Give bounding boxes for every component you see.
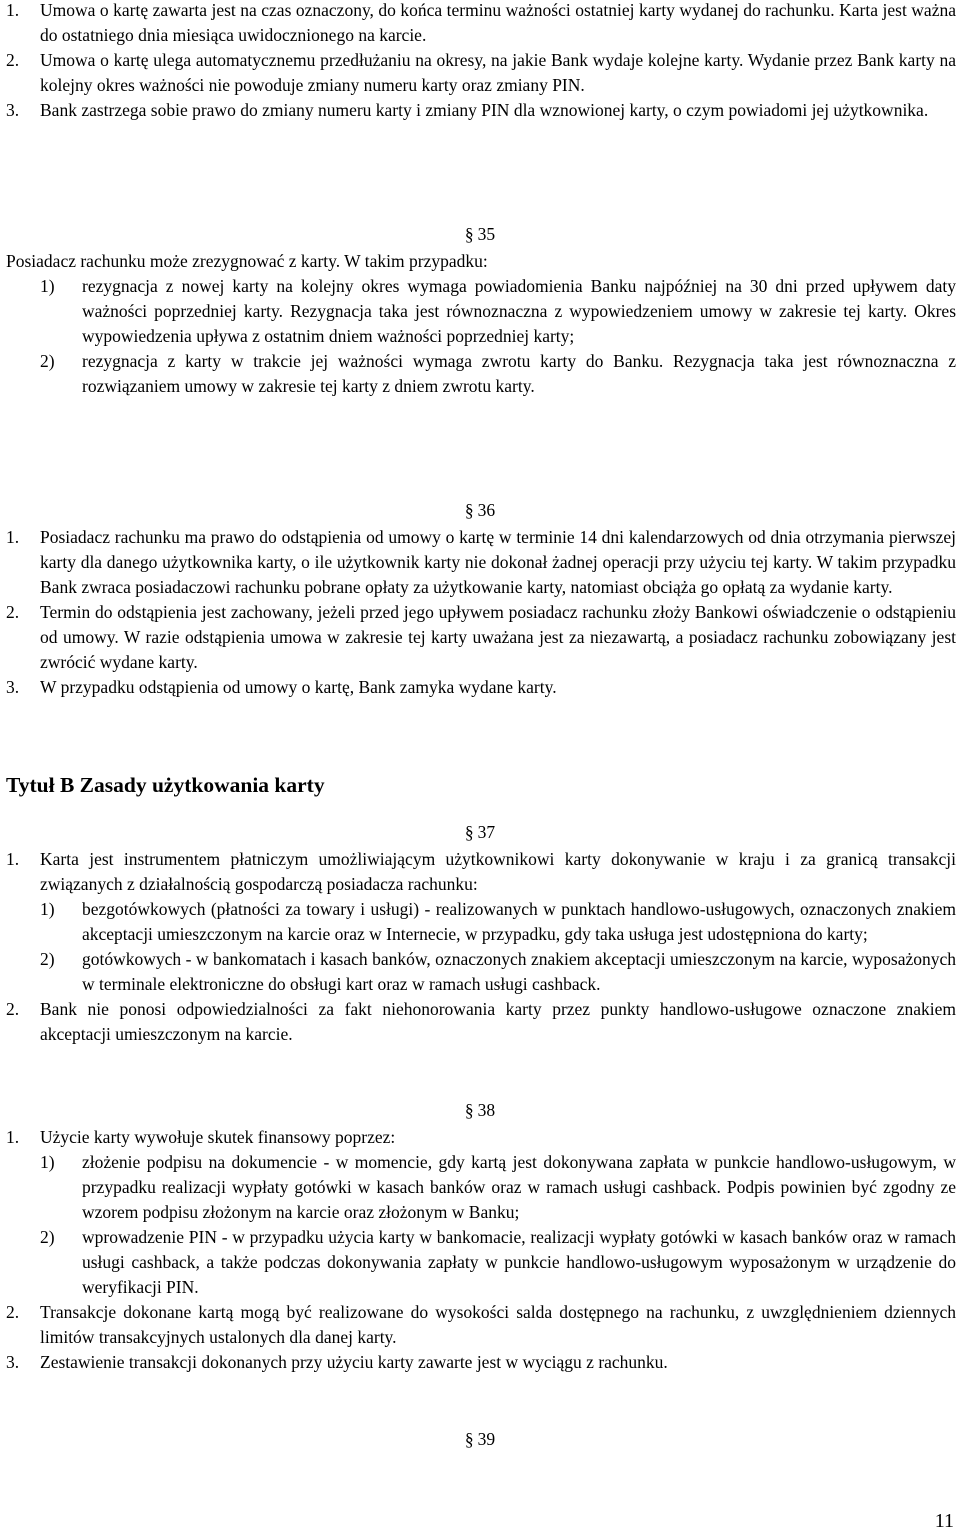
section-lead: Posiadacz rachunku może zrezygnować z karty. W takim przypadku: xyxy=(6,251,488,271)
list-item xyxy=(40,947,956,997)
item-number: 2) xyxy=(40,949,55,969)
item-number: 1. xyxy=(6,849,20,869)
section-number: 37 xyxy=(477,822,496,842)
list-item xyxy=(6,675,956,700)
item-text: Umowa o kartę zawarta jest na czas oznaczony, do końca terminu ważności ostatniej karty wydanej do rachunku. Karta jest ważna do ostatniego dnia miesiąca uwidocznionego na karcie. xyxy=(40,0,956,45)
section-number: 36 xyxy=(477,500,496,520)
item-text: Zestawienie transakcji dokonanych przy użyciu karty zawarte jest w wyciągu z rachunku. xyxy=(40,1352,668,1372)
item-number: 1) xyxy=(40,899,55,919)
item-text: W przypadku odstąpienia od umowy o kartę, Bank zamyka wydane karty. xyxy=(40,677,557,697)
section-36-list xyxy=(6,525,956,700)
list-item xyxy=(6,997,956,1047)
item-text: Użycie karty wywołuje skutek finansowy poprzez: xyxy=(40,1127,396,1147)
section-symbol: § xyxy=(464,500,474,520)
item-number: 1) xyxy=(40,1152,55,1172)
list-item xyxy=(6,600,956,675)
page-number: 11 xyxy=(934,1510,954,1532)
section-heading-35 xyxy=(0,224,960,245)
item-number: 3. xyxy=(6,677,20,697)
item-text: złożenie podpisu na dokumencie - w momencie, gdy kartą jest dokonywana zapłata w punkcie handlowo-usługowym, w przypadku realizacji wypłaty gotówki w kasach banków oraz w ramach usługi cashback. Podpis powinien być zgodny ze wzorem podpisu złożonym na karcie oraz złożonym w Banku; xyxy=(82,1152,956,1222)
list-item xyxy=(40,274,956,349)
list-item xyxy=(6,0,956,48)
section-heading-39 xyxy=(0,1429,960,1450)
item-number: 1) xyxy=(40,276,55,296)
item-number: 2) xyxy=(40,1227,55,1247)
section-number: 39 xyxy=(477,1429,496,1449)
item-number: 1. xyxy=(6,0,20,20)
section-35-list xyxy=(6,274,956,399)
section-symbol: § xyxy=(464,822,474,842)
section-35-body xyxy=(6,249,956,399)
item-number: 2. xyxy=(6,50,20,70)
item-text: Termin do odstąpienia jest zachowany, jeżeli przed jego upływem posiadacz rachunku złoży Bankowi oświadczenie o odstąpieniu od umowy. W razie odstąpienia umowa w zakresie tej karty uważana jest za niezawartą, a posiadacz rachunku zobowiązany jest zwrócić wydane karty. xyxy=(40,602,956,672)
item-number: 1. xyxy=(6,527,20,547)
list-item xyxy=(6,847,956,897)
item-number: 2. xyxy=(6,1302,20,1322)
item-text: Umowa o kartę ulega automatycznemu przedłużaniu na okresy, na jakie Bank wydaje kolejne karty. Wydanie przez Bank karty na kolejny okres ważności nie powoduje zmiany numeru karty oraz zmiany PIN. xyxy=(40,50,956,95)
section-number: 38 xyxy=(477,1100,496,1120)
item-text: wprowadzenie PIN - w przypadku użycia karty w bankomacie, realizacji wypłaty gotówki w kasach banków oraz w ramach usługi cashback, a także podczas dokonywania zapłaty w punkcie handlowo-usługowym wyposażonym w urządzenie do weryfikacji PIN. xyxy=(82,1227,956,1297)
item-text: gotówkowych - w bankomatach i kasach banków, oznaczonych znakiem akceptacji umieszczonym na karcie, wyposażonych w terminale elektroniczne do obsługi kart oraz w ramach usługi cashback. xyxy=(82,949,956,994)
item-number: 2. xyxy=(6,999,20,1019)
item-number: 2) xyxy=(40,351,55,371)
item-text: Karta jest instrumentem płatniczym umożliwiającym użytkownikowi karty dokonywanie w kraju i za granicą transakcji związanych z działalnością gospodarczą posiadacza rachunku: xyxy=(40,849,956,894)
item-text: rezygnacja z karty w trakcie jej ważności wymaga zwrotu karty do Banku. Rezygnacja taka jest równoznaczna z rozwiązaniem umowy w zakresie tej karty z dniem zwrotu karty. xyxy=(82,351,956,396)
list-item xyxy=(6,1300,956,1350)
item-text: Posiadacz rachunku ma prawo do odstąpienia od umowy o kartę w terminie 14 dni kalendarzowych od dnia otrzymania pierwszej karty dla danego użytkownika karty, o ile użytkownik karty nie dokonał żadnej operacji przy użyciu tej karty. W takim przypadku Bank zwraca posiadaczowi rachunku pobrane opłaty za użytkowanie karty, natomiast obciąża go opłatą za wydanie karty. xyxy=(40,527,956,597)
list-item xyxy=(40,1225,956,1300)
section-38-list xyxy=(6,1125,956,1375)
section-38-sublist xyxy=(6,1150,956,1300)
section-37-sublist xyxy=(6,897,956,997)
item-text: rezygnacja z nowej karty na kolejny okres wymaga powiadomienia Banku najpóźniej na 30 dni przed upływem daty ważności poprzedniej karty. Rezygnacja taka jest równoznaczna z wypowiedzeniem umowy w zakresie tej karty. Okres wypowiedzenia upływa z ostatnim dniem ważności poprzedniej karty; xyxy=(82,276,956,346)
part-title: Tytuł B Zasady użytkowania karty xyxy=(6,773,325,797)
list-item xyxy=(40,349,956,399)
list-item xyxy=(6,48,956,98)
section-37-list xyxy=(6,847,956,1047)
item-text: Transakcje dokonane kartą mogą być realizowane do wysokości salda dostępnego na rachunku, z uwzględnieniem dziennych limitów transakcyjnych ustalonych dla danej karty. xyxy=(40,1302,956,1347)
section-heading-36 xyxy=(0,500,960,521)
section-symbol: § xyxy=(464,1429,474,1449)
list-item xyxy=(6,525,956,600)
section-heading-38 xyxy=(0,1100,960,1121)
item-number: 3. xyxy=(6,100,20,120)
list-item xyxy=(40,897,956,947)
item-text: bezgotówkowych (płatności za towary i usługi) - realizowanych w punktach handlowo-usługowych, oznaczonych znakiem akceptacji umieszczonym na karcie oraz w Internecie, w przypadku, gdy taka usługa jest udostępniona do karty; xyxy=(82,899,956,944)
item-text: Bank nie ponosi odpowiedzialności za fakt niehonorowania karty przez punkty handlowo-usługowe oznaczone znakiem akceptacji umieszczonym na karcie. xyxy=(40,999,956,1044)
section-symbol: § xyxy=(464,224,474,244)
list-item xyxy=(6,1125,956,1150)
section-number: 35 xyxy=(477,224,496,244)
list-item xyxy=(40,1150,956,1225)
list-item xyxy=(6,98,956,123)
section-symbol: § xyxy=(464,1100,474,1120)
intro-list xyxy=(6,0,956,123)
section-heading-37 xyxy=(0,822,960,843)
item-text: Bank zastrzega sobie prawo do zmiany numeru karty i zmiany PIN dla wznowionej karty, o czym powiadomi jej użytkownika. xyxy=(40,100,929,120)
item-number: 2. xyxy=(6,602,20,622)
item-number: 3. xyxy=(6,1352,20,1372)
item-number: 1. xyxy=(6,1127,20,1147)
list-item xyxy=(6,1350,956,1375)
